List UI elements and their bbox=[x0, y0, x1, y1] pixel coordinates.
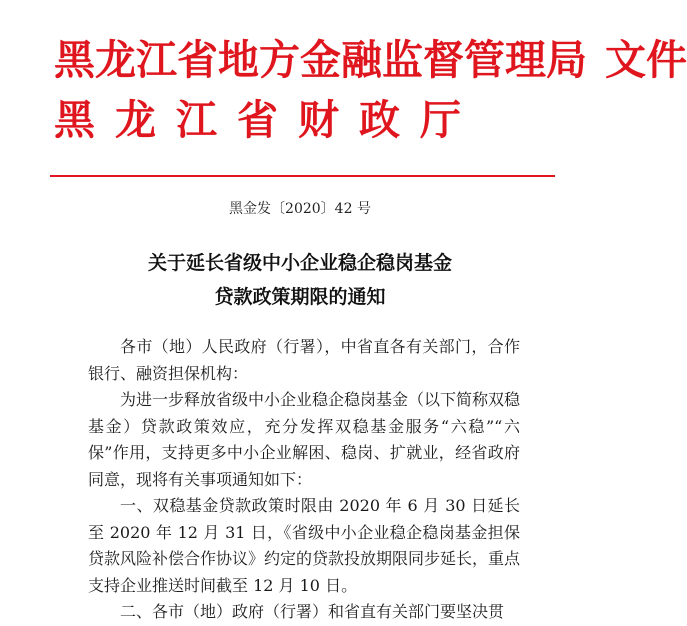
document-title-line-1: 关于延长省级中小企业稳企稳岗基金 bbox=[147, 252, 452, 274]
document-number: 黑金发〔2020〕42 号 bbox=[229, 201, 371, 217]
issuer-header-line-1 bbox=[54, 36, 687, 84]
issuer-name-financial-bureau: 黑龙江省地方金融监督管理局 bbox=[54, 36, 587, 84]
paragraph-salutation: 各市（地）人民政府（行署），中省直各有关部门，合作银行、融资担保机构： bbox=[88, 337, 520, 383]
paragraph-item-1: 一、双稳基金贷款政策时限由 2020 年 6 月 30 日延长至 2020 年 12 月 31 日，《省级中小企业稳企稳岗基金担保贷款风险补偿合作协议》约定的贷款投放期限同步延长，重点支持企业推送时间截至 12 月 10 日。 bbox=[88, 496, 521, 595]
document-title-line-2: 贷款政策期限的通知 bbox=[214, 286, 386, 308]
issuer-doc-suffix: 文件 bbox=[605, 36, 687, 84]
issuer-name-finance-department: 黑龙江省财政厅 bbox=[54, 96, 481, 144]
red-divider-rule bbox=[50, 175, 555, 177]
paragraph-item-2: 二、各市（地）政府（行署）和省直有关部门要坚决贯 bbox=[120, 602, 505, 621]
document-body bbox=[88, 334, 520, 626]
document-title bbox=[0, 246, 600, 314]
paragraph-intro: 为进一步释放省级中小企业稳企稳岗基金（以下简称双稳基金）贷款政策效应，充分发挥双稳基金服务“六稳”“六保”作用，支持更多中小企业解困、稳岗、扩就业，经省政府同意，现将有关事项通知如下： bbox=[88, 390, 521, 489]
